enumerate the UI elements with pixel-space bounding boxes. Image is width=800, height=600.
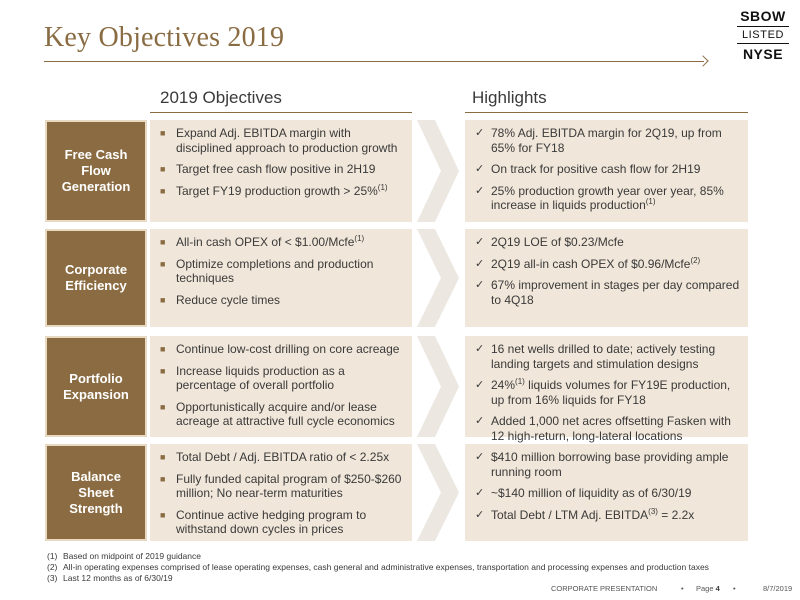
square-bullet-icon: ■ [160, 258, 166, 269]
checkmark-icon: ✓ [475, 487, 485, 499]
square-bullet-icon: ■ [160, 401, 166, 412]
objectives-box [150, 229, 412, 327]
highlight-item [475, 342, 740, 371]
checkmark-icon: ✓ [475, 379, 485, 391]
footer-label: CORPORATE PRESENTATION [551, 584, 658, 593]
footnote: (1) Based on midpoint of 2019 guidance [47, 551, 201, 561]
item-text: 24% [491, 378, 516, 392]
highlights-box [465, 229, 748, 327]
item-text: 25% production growth year over year, 85% increase in liquids production [491, 183, 724, 212]
footer-date: 8/7/2019 [763, 584, 793, 593]
footnote-ref: (1) [377, 182, 388, 192]
logo-rule [737, 43, 789, 44]
footer-page: Page 4 [696, 584, 720, 593]
item-text: Opportunistically acquire and/or lease acreage at attractive full cycle economics [176, 399, 395, 428]
row-label: Free Cash Flow Generation [45, 120, 147, 222]
footnote-ref: (1) [645, 197, 656, 206]
item-text: All-in cash OPEX of < $1.00/Mcfe [176, 235, 355, 249]
item-text: Target free cash flow positive in 2H19 [176, 162, 376, 176]
objective-item [160, 450, 404, 465]
footnotes [47, 551, 709, 584]
item-text-rest: = 2.2x [657, 507, 695, 522]
objective-item [160, 126, 404, 155]
chevron-right-icon [417, 444, 459, 541]
objective-item [160, 293, 404, 308]
footnote-ref: (1) [515, 377, 525, 386]
item-text: Increase liquids production as a percentage of overall portfolio [176, 363, 345, 392]
highlight-item [475, 235, 740, 250]
objective-item [160, 508, 404, 537]
row-label: Balance Sheet Strength [45, 444, 147, 541]
item-text: 2Q19 all-in cash OPEX of $0.96/Mcfe [491, 256, 691, 271]
square-bullet-icon: ■ [160, 344, 166, 354]
checkmark-icon: ✓ [475, 343, 485, 355]
footnote-ref: (3) [648, 506, 658, 516]
checkmark-icon: ✓ [475, 163, 485, 175]
item-text: Optimize completions and production techniques [176, 256, 374, 285]
item-text: Fully funded capital program of $250-$260 million; No near-term maturities [176, 471, 402, 500]
chevron-right-icon [417, 336, 459, 437]
row-label: Corporate Efficiency [45, 229, 147, 327]
item-text: Target FY19 production growth > 25% [176, 183, 378, 198]
item-text: Reduce cycle times [176, 292, 281, 307]
item-text: Continue low-cost drilling on core acreage [176, 342, 400, 356]
chevron-right-icon [417, 120, 459, 222]
item-text: Continue active hedging program to withstand down cycles in prices [176, 507, 367, 536]
square-bullet-icon: ■ [160, 473, 166, 484]
highlights-header: Highlights [472, 88, 547, 107]
square-bullet-icon: ■ [160, 294, 166, 305]
title-rule [44, 61, 704, 62]
objectives-header-rule [150, 112, 412, 113]
checkmark-icon: ✓ [475, 415, 485, 427]
item-text: Total Debt / Adj. EBITDA ratio of < 2.25x [176, 450, 390, 464]
square-bullet-icon: ■ [160, 452, 166, 462]
logo-listed: LISTED [741, 29, 785, 41]
item-text: Expand Adj. EBITDA margin with disciplined approach to production growth [176, 126, 398, 155]
highlight-item [475, 126, 740, 155]
objectives-box [150, 336, 412, 437]
square-bullet-icon: ■ [160, 128, 166, 138]
objective-item [160, 472, 404, 501]
square-bullet-icon: ■ [160, 164, 166, 174]
highlights-box [465, 444, 748, 541]
chevron-right-icon [417, 229, 459, 327]
highlight-item [475, 450, 740, 479]
logo-ticker: SBOW [740, 8, 786, 24]
square-bullet-icon: ■ [160, 237, 166, 247]
item-text: ~$140 million of liquidity as of 6/30/19 [491, 486, 692, 500]
footnote-ref: (2) [690, 255, 701, 265]
objectives-header: 2019 Objectives [160, 88, 282, 107]
footer-separator: • [733, 584, 736, 593]
checkmark-icon: ✓ [475, 279, 485, 291]
page-title: Key Objectives 2019 [44, 22, 285, 53]
checkmark-icon: ✓ [475, 236, 485, 248]
checkmark-icon: ✓ [475, 508, 485, 521]
highlight-item [475, 257, 740, 272]
highlight-item [475, 278, 740, 307]
highlights-box [465, 120, 748, 222]
title-arrow-icon [697, 55, 708, 66]
square-bullet-icon: ■ [160, 509, 166, 520]
highlight-item [475, 162, 740, 177]
square-bullet-icon: ■ [160, 365, 166, 376]
objective-item [160, 184, 404, 199]
footnote: (2) All-in operating expenses comprised of lease operating expenses, cash general and administrative expenses, transportation and processing expenses and production taxes [47, 562, 709, 572]
highlights-box [465, 336, 748, 443]
highlight-item [475, 184, 740, 213]
objective-item [160, 162, 404, 177]
logo-exchange: NYSE [742, 46, 784, 62]
company-logo [733, 8, 793, 62]
footnote: (3) Last 12 months as of 6/30/19 [47, 573, 173, 583]
objectives-box [150, 444, 412, 541]
item-text: $410 million borrowing base providing ample running room [491, 450, 729, 479]
item-text: 16 net wells drilled to date; actively testing landing targets and stimulation designs [491, 342, 716, 371]
highlight-item [475, 378, 740, 407]
highlight-item [475, 486, 740, 501]
item-text: Total Debt / LTM Adj. EBITDA [491, 507, 649, 522]
checkmark-icon: ✓ [475, 451, 485, 463]
square-bullet-icon: ■ [160, 185, 166, 196]
highlight-item [475, 508, 740, 523]
checkmark-icon: ✓ [475, 127, 485, 139]
highlights-header-rule [465, 112, 748, 113]
checkmark-icon: ✓ [475, 184, 485, 197]
item-text-rest: liquids volumes for FY19E production, up from 16% liquids for FY18 [491, 378, 731, 407]
objective-item [160, 342, 404, 357]
footnote-ref: (1) [354, 234, 365, 243]
item-text: 2Q19 LOE of $0.23/Mcfe [491, 235, 624, 249]
objective-item [160, 257, 404, 286]
item-text: On track for positive cash flow for 2H19 [491, 162, 701, 176]
highlight-item [475, 414, 740, 443]
item-text: Added 1,000 net acres offsetting Fasken with 12 high-return, long-lateral locations [491, 414, 731, 443]
footer-separator: • [681, 584, 684, 593]
objective-item [160, 400, 404, 429]
objective-item [160, 235, 404, 250]
logo-rule [737, 26, 789, 27]
item-text: 67% improvement in stages per day compared to 4Q18 [491, 278, 740, 307]
objectives-box [150, 120, 412, 222]
checkmark-icon: ✓ [475, 257, 485, 270]
item-text: 78% Adj. EBITDA margin for 2Q19, up from 65% for FY18 [491, 126, 722, 155]
row-label: Portfolio Expansion [45, 336, 147, 437]
objective-item [160, 364, 404, 393]
